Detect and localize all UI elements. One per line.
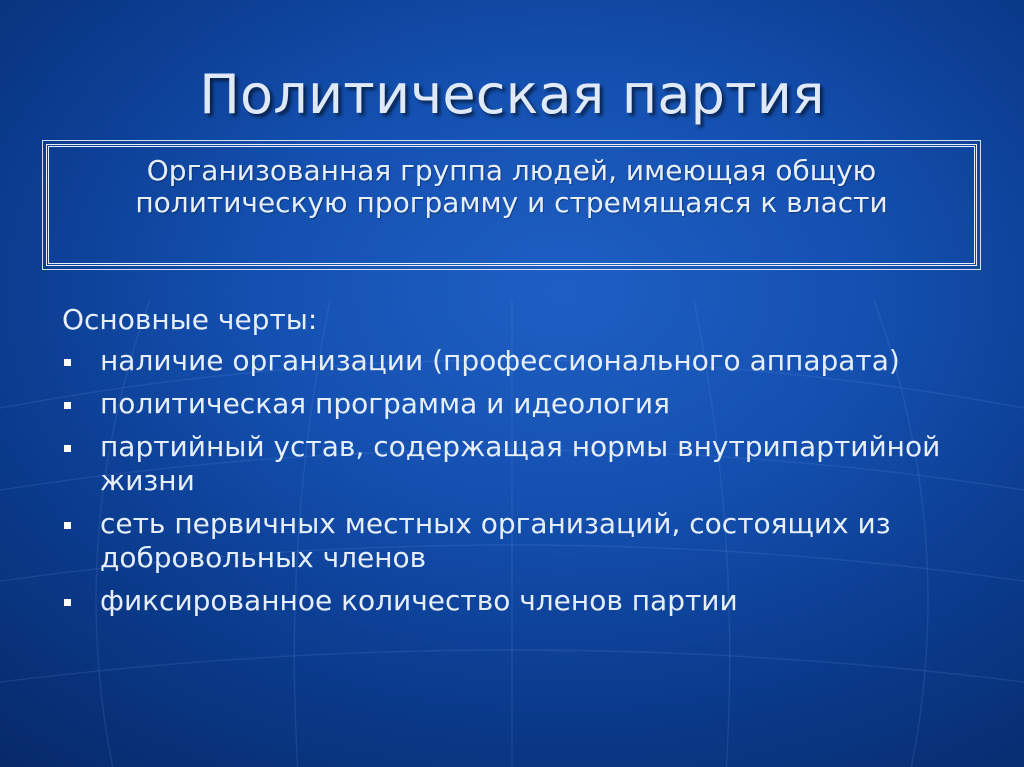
- list-item: [62, 344, 962, 378]
- square-bullet-icon: [64, 599, 71, 606]
- definition-box: [46, 144, 977, 266]
- list-item-text: политическая программа и идеология: [100, 387, 670, 420]
- slide-title: Политическая партия: [199, 63, 825, 126]
- features-heading: Основные черты:: [62, 303, 318, 336]
- list-item-text: фиксированное количество членов партии: [100, 584, 738, 617]
- square-bullet-icon: [64, 402, 71, 409]
- list-item: [62, 387, 962, 421]
- list-item-text: партийный устав, содержащая нормы внутрипартийной жизни: [100, 430, 941, 497]
- list-item-text: сеть первичных местных организаций, состоящих из добровольных членов: [100, 507, 891, 574]
- list-item: [62, 584, 962, 618]
- definition-text: Организованная группа людей, имеющая общую политическую программу и стремящаяся к власти: [135, 154, 888, 219]
- square-bullet-icon: [64, 522, 71, 529]
- list-item: [62, 507, 962, 575]
- square-bullet-icon: [64, 359, 71, 366]
- features-list: [62, 344, 962, 627]
- list-item: [62, 430, 962, 498]
- square-bullet-icon: [64, 445, 71, 452]
- list-item-text: наличие организации (профессионального аппарата): [100, 344, 900, 377]
